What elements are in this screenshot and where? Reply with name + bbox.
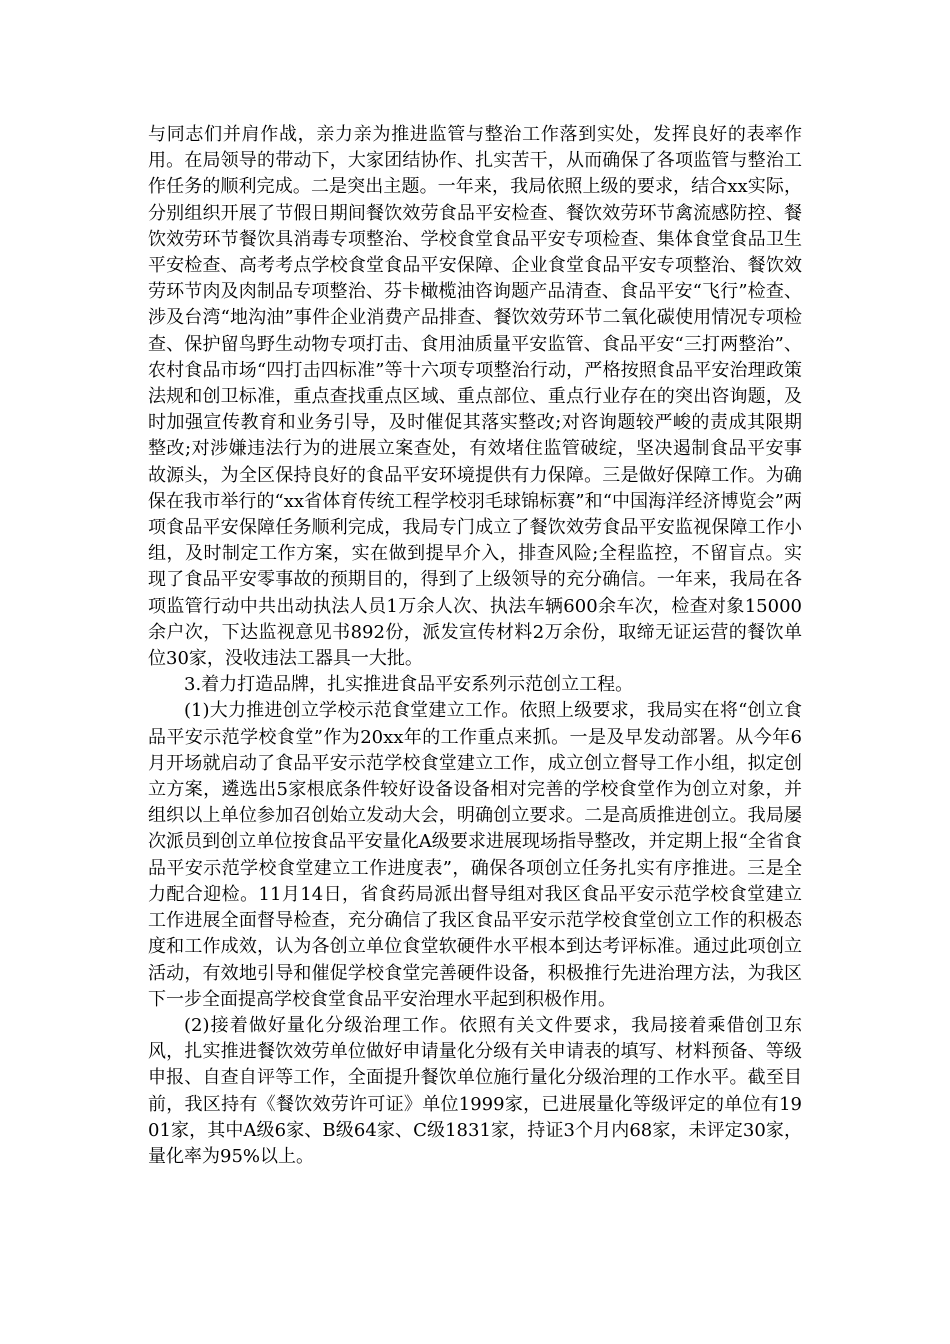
body-paragraph: 与同志们并肩作战，亲力亲为推进监管与整治工作落到实处，发挥良好的表率作用。在局领导的带动下，大家团结协作、扎实苦干，从而确保了各项监管与整治工作任务的顺利完成。二是突出主题。一年来，我局依照上级的要求，结合xx实际，分别组织开展了节假日期间餐饮效劳食品平安检查、餐饮效劳环节禽流感防控、餐饮效劳环节餐饮具消毒专项整治、学校食堂食品平安专项检查、集体食堂食品卫生平安检查、高考考点学校食堂食品平安保障、企业食堂食品平安专项整治、餐饮效劳环节肉及肉制品专项整治、芬卡橄榄油咨询题产品清查、食品平安“飞行”检查、涉及台湾“地沟油”事件企业消费产品排查、餐饮效劳环节二氧化碳使用情况专项检查、保护留鸟野生动物专项打击、食用油质量平安监管、食品平安“三打两整治”、农村食品市场“四打击四标准”等十六项专项整治行动，严格按照食品平安治理政策法规和创卫标准，重点查找重点区域、重点部位、重点行业存在的突出咨询题，及时加强宣传教育和业务引导，及时催促其落实整改;对咨询题较严峻的责成其限期整改;对涉嫌违法行为的进展立案查处，有效堵住监管破绽，坚决遏制食品平安事故源头，为全区保持良好的食品平安环境提供有力保障。三是做好保障工作。为确保在我市举行的“xx省体育传统工程学校羽毛球锦标赛”和“中国海洋经济博览会”两项食品平安保障任务顺利完成，我局专门成立了餐饮效劳食品平安监视保障工作小组，及时制定工作方案，实在做到提早介入，排查风险;全程监控，不留盲点。实现了食品平安零事故的预期目的，得到了上级领导的充分确信。一年来，我局在各项监管行动中共出动执法人员1万余人次、执法车辆600余车次，检查对象15000余户次，下达监视意见书892份，派发宣传材料2万余份，取缔无证运营的餐饮单位30家，没收违法工器具一大批。 [148, 124, 802, 670]
section-heading: 3.着力打造品牌，扎实推进食品平安系列示范创立工程。 [184, 674, 634, 696]
body-paragraph: (2)接着做好量化分级治理工作。依照有关文件要求，我局接着乘借创卫东风，扎实推进餐饮效劳单位做好申请量化分级有关申请表的填写、材料预备、等级申报、自查自评等工作，全面提升餐饮单位施行量化分级治理的工作水平。截至目前，我区持有《餐饮效劳许可证》单位1999家，已进展量化等级评定的单位有1901家，其中A级6家、B级64家、C级1831家，持证3个月内68家，未评定30家，量化率为95%以上。 [148, 1014, 802, 1167]
document-body [148, 122, 802, 1170]
body-paragraph: (1)大力推进创立学校示范食堂建立工作。依照上级要求，我局实在将“创立食品平安示范学校食堂”作为20xx年的工作重点来抓。一是及早发动部署。从今年6月开场就启动了食品平安示范学校食堂建立工作，成立创立督导工作小组，拟定创立方案，遴选出5家根底条件较好设备设备相对完善的学校食堂作为创立对象，并组织以上单位参加召创始立发动大会，明确创立要求。二是高质推进创立。我局屡次派员到创立单位按食品平安量化A级要求进展现场指导整改，并定期上报“全省食品平安示范学校食堂建立工作进度表”，确保各项创立任务扎实有序推进。三是全力配合迎检。11月14日，省食药局派出督导组对我区食品平安示范学校食堂建立工作进展全面督导检查，充分确信了我区食品平安示范学校食堂创立工作的积极态度和工作成效，认为各创立单位食堂软硬件水平根本到达考评标准。通过此项创立活动，有效地引导和催促学校食堂完善硬件设备，积极推行先进治理方法，为我区下一步全面提高学校食堂食品平安治理水平起到积极作用。 [148, 700, 802, 1010]
